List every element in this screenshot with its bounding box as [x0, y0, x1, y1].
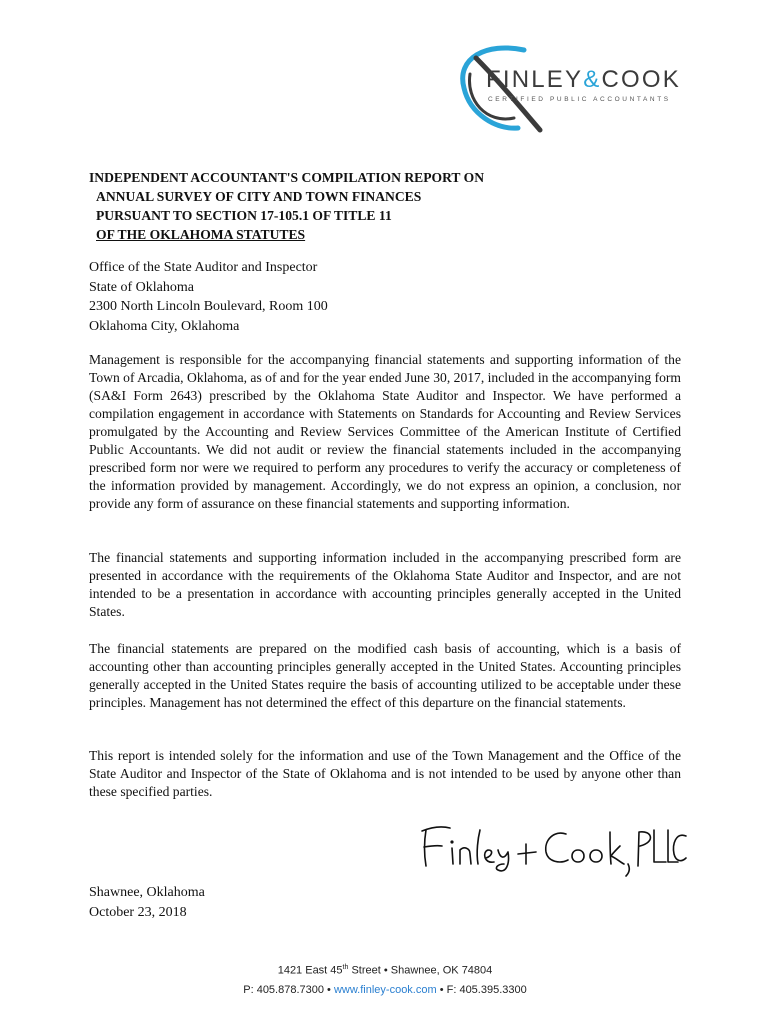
footer-address-pre: 1421 East 45 [277, 964, 343, 977]
address-line-3: 2300 North Lincoln Boulevard, Room 100 [89, 299, 328, 314]
footer-address-post: Street • Shawnee, OK 74804 [348, 964, 493, 977]
title-line-3: PURSUANT TO SECTION 17-105.1 OF TITLE 11 [96, 208, 392, 223]
logo-name-part1: FINLEY [486, 66, 584, 93]
signing-location-block [89, 883, 205, 922]
footer-fax: • F: 405.395.3300 [436, 984, 527, 996]
title-line-4: OF THE OKLAHOMA STATUTES [96, 227, 306, 242]
logo-wordmark [486, 66, 681, 94]
signature-icon [418, 818, 688, 878]
address-line-1: Office of the State Auditor and Inspector [89, 260, 318, 275]
signing-city: Shawnee, Oklahoma [89, 885, 205, 900]
logo-ampersand: & [583, 66, 602, 93]
footer-phone: P: 405.878.7300 • [243, 984, 334, 996]
footer-contact [0, 984, 770, 996]
footer-website-link[interactable]: www.finley-cook.com [333, 984, 437, 996]
logo-name-part2: COOK [601, 66, 681, 93]
paragraph-management-responsibility: Management is responsible for the accompanying financial statements and supporting information of the Town of Arcadia, Oklahoma, as of and for the year ended June 30, 2017, included in the accompanying form (SA&I Form 2643) prescribed by the Oklahoma State Auditor and Inspector. We have performed a compilation engagement in accordance with Statements on Standards for Accounting and Review Services promulgated by the Accounting and Review Services Committee of the American Institute of Certified Public Accountants. We did not audit or review the financial statements included in the accompanying prescribed form nor were we required to perform any procedures to verify the accuracy or completeness of the information provided by management. Accordingly, we do not express an opinion, a conclusion, nor provide any form of assurance on these financial statements and supporting information. [89, 352, 681, 511]
addressee-block [89, 258, 328, 336]
firm-signature [418, 818, 688, 883]
address-line-4: Oklahoma City, Oklahoma [89, 318, 240, 334]
company-logo [456, 44, 696, 136]
footer-address-sup: th [342, 964, 349, 971]
title-line-2: ANNUAL SURVEY OF CITY AND TOWN FINANCES [96, 189, 422, 204]
report-title [89, 168, 484, 244]
paragraph-modified-cash-basis: The financial statements are prepared on the modified cash basis of accounting, which is a basis of accounting other than accounting principles generally accepted in the United States. Accounting principles generally accepted in the United States require the basis of accounting utilized to be acceptable under these principles. Management has not determined the effect of this departure on the financial statements. [89, 641, 681, 710]
logo-tagline: CERTIFIED PUBLIC ACCOUNTANTS [488, 96, 671, 103]
paragraph-presentation-basis: The financial statements and supporting information included in the accompanying prescribed form are presented in accordance with the requirements of the Oklahoma State Auditor and Inspector, and are not intended to be a presentation in accordance with accounting principles generally accepted in the United States. [89, 550, 681, 619]
report-date: October 23, 2018 [89, 904, 187, 920]
title-line-1: INDEPENDENT ACCOUNTANT'S COMPILATION REPORT ON [89, 170, 485, 185]
address-line-2: State of Oklahoma [89, 279, 194, 295]
paragraph-restricted-use: This report is intended solely for the information and use of the Town Management and the Office of the State Auditor and Inspector of the State of Oklahoma and is not intended to be used by anyone other than these specified parties. [89, 748, 681, 799]
footer-address [0, 964, 770, 977]
